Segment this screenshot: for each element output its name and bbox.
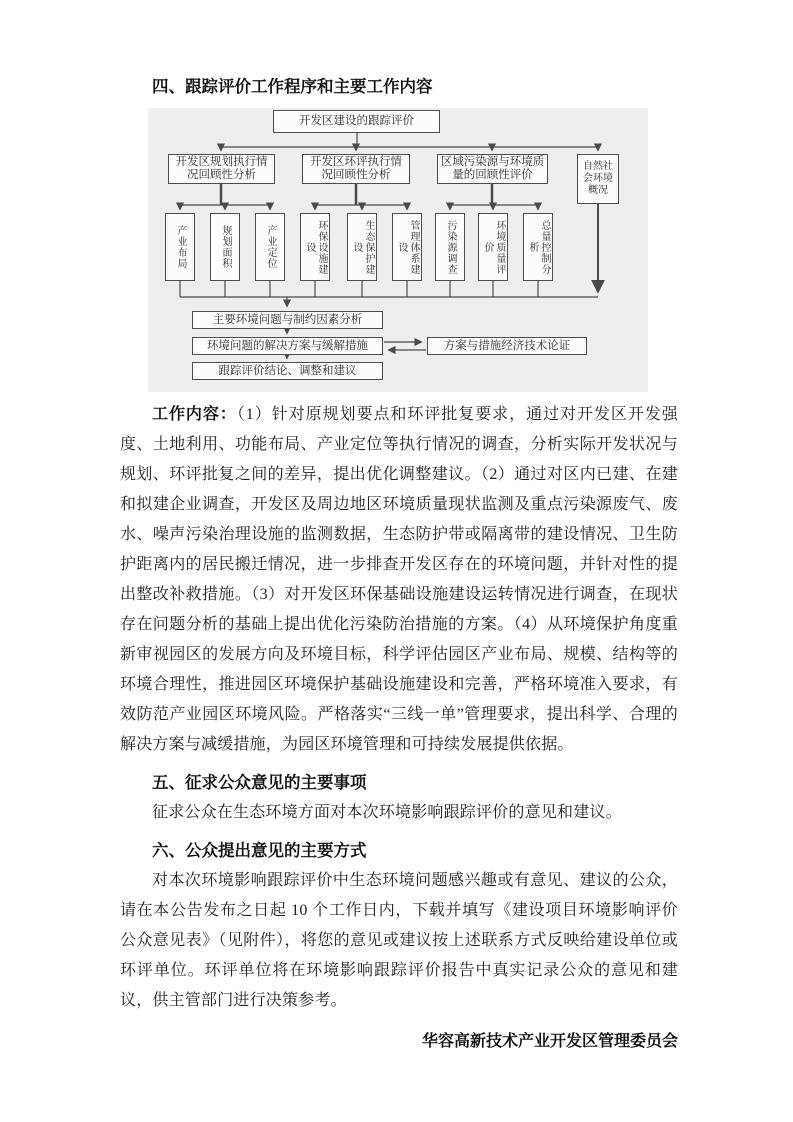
flowchart-node-eia-review: 开发区环评执行情况回顾性分析 bbox=[302, 154, 410, 184]
flowchart-node-tech-economic-argument: 方案与措施经济技术论证 bbox=[427, 337, 587, 355]
section-5-heading: 五、征求公众意见的主要事项 bbox=[152, 774, 367, 792]
flowchart-node-planned-area: 规划面积 bbox=[210, 213, 240, 281]
flowchart-node-planning-review: 开发区规划执行情况回顾性分析 bbox=[168, 154, 275, 184]
flowchart-node-top: 开发区建设的跟踪评价 bbox=[273, 110, 440, 133]
tracking-evaluation-flowchart bbox=[148, 108, 648, 392]
flowchart-node-industry-layout: 产业布局 bbox=[165, 213, 195, 281]
section-6-heading: 六、公众提出意见的主要方式 bbox=[152, 842, 367, 860]
work-content-paragraph bbox=[120, 400, 678, 760]
flowchart-node-management-system: 管理体系建设 bbox=[392, 213, 422, 281]
section-6-paragraph: 对本次环境影响跟踪评价中生态环境问题感兴趣或有意见、建议的公众，请在本公告发布之日起 10 个工作日内，下载并填写《建设项目环境影响评价公众意见表》（见附件），将您的意见或建议按上述联系方式反映给建设单位或环评单位。环评单位将在环境影响跟踪评价报告中真实记录公众的意见和建议，供主管部门进行决策参考。 bbox=[120, 872, 678, 1009]
flowchart-node-key-problems: 主要环境问题与制约因素分析 bbox=[192, 311, 383, 329]
section-4-heading: 四、跟踪评价工作程序和主要工作内容 bbox=[152, 78, 433, 96]
flowchart-node-pollution-review: 区域污染源与环境质量的回顾性评价 bbox=[437, 154, 548, 184]
work-content-text: （1）针对原规划要点和环评批复要求，通过对开发区开发强度、土地利用、功能布局、产业定位等执行情况的调查，分析实际开发状况与规划、环评批复之间的差异，提出优化调整建议。（2）通过对区内已建、在建和拟建企业调查，开发区及周边地区环境质量现状监测及重点污染源废气、废水、噪声污染治理设施的监测数据，生态防护带或隔离带的建设情况、卫生防护距离内的居民搬迁情况，进一步排查开发区存在的环境问题，并针对性的提出整改补救措施。（3）对开发区环保基础设施建设运转情况进行调查，在现状存在问题分析的基础上提出优化污染防治措施的方案。（4）从环境保护角度重新审视园区的发展方向及环境目标，科学评估园区产业布局、规模、结构等的环境合理性，推进园区环境保护基础设施建设和完善，严格环境准入要求，有效防范产业园区环境风险。严格落实“三线一单”管理要求，提出科学、合理的解决方案与减缓措施，为园区环境管理和可持续发展提供依据。 bbox=[120, 406, 678, 753]
signature-committee: 华容高新技术产业开发区管理委员会 bbox=[421, 1033, 678, 1050]
flowchart-node-env-facilities: 环保设施建设 bbox=[300, 213, 330, 281]
flowchart-node-industry-positioning: 产业定位 bbox=[255, 213, 285, 281]
flowchart-node-conclusions-suggestions: 跟踪评价结论、调整和建议 bbox=[192, 362, 383, 380]
work-content-label: 工作内容： bbox=[152, 406, 237, 423]
flowchart-node-natural-social-overview: 自然社会环境概况 bbox=[577, 154, 619, 204]
flowchart-node-solutions-measures: 环境问题的解决方案与缓解措施 bbox=[192, 337, 383, 355]
flowchart-node-total-control: 总量控制分析 bbox=[523, 213, 553, 281]
flowchart-node-eco-protection: 生态保护建设 bbox=[347, 213, 377, 281]
section-5-paragraph: 征求公众在生态环境方面对本次环境影响跟踪评价的意见和建议。 bbox=[152, 804, 622, 821]
flowchart-node-pollution-survey: 污染源调查 bbox=[435, 213, 465, 281]
flowchart-node-env-quality-eval: 环境质量评价 bbox=[478, 213, 508, 281]
